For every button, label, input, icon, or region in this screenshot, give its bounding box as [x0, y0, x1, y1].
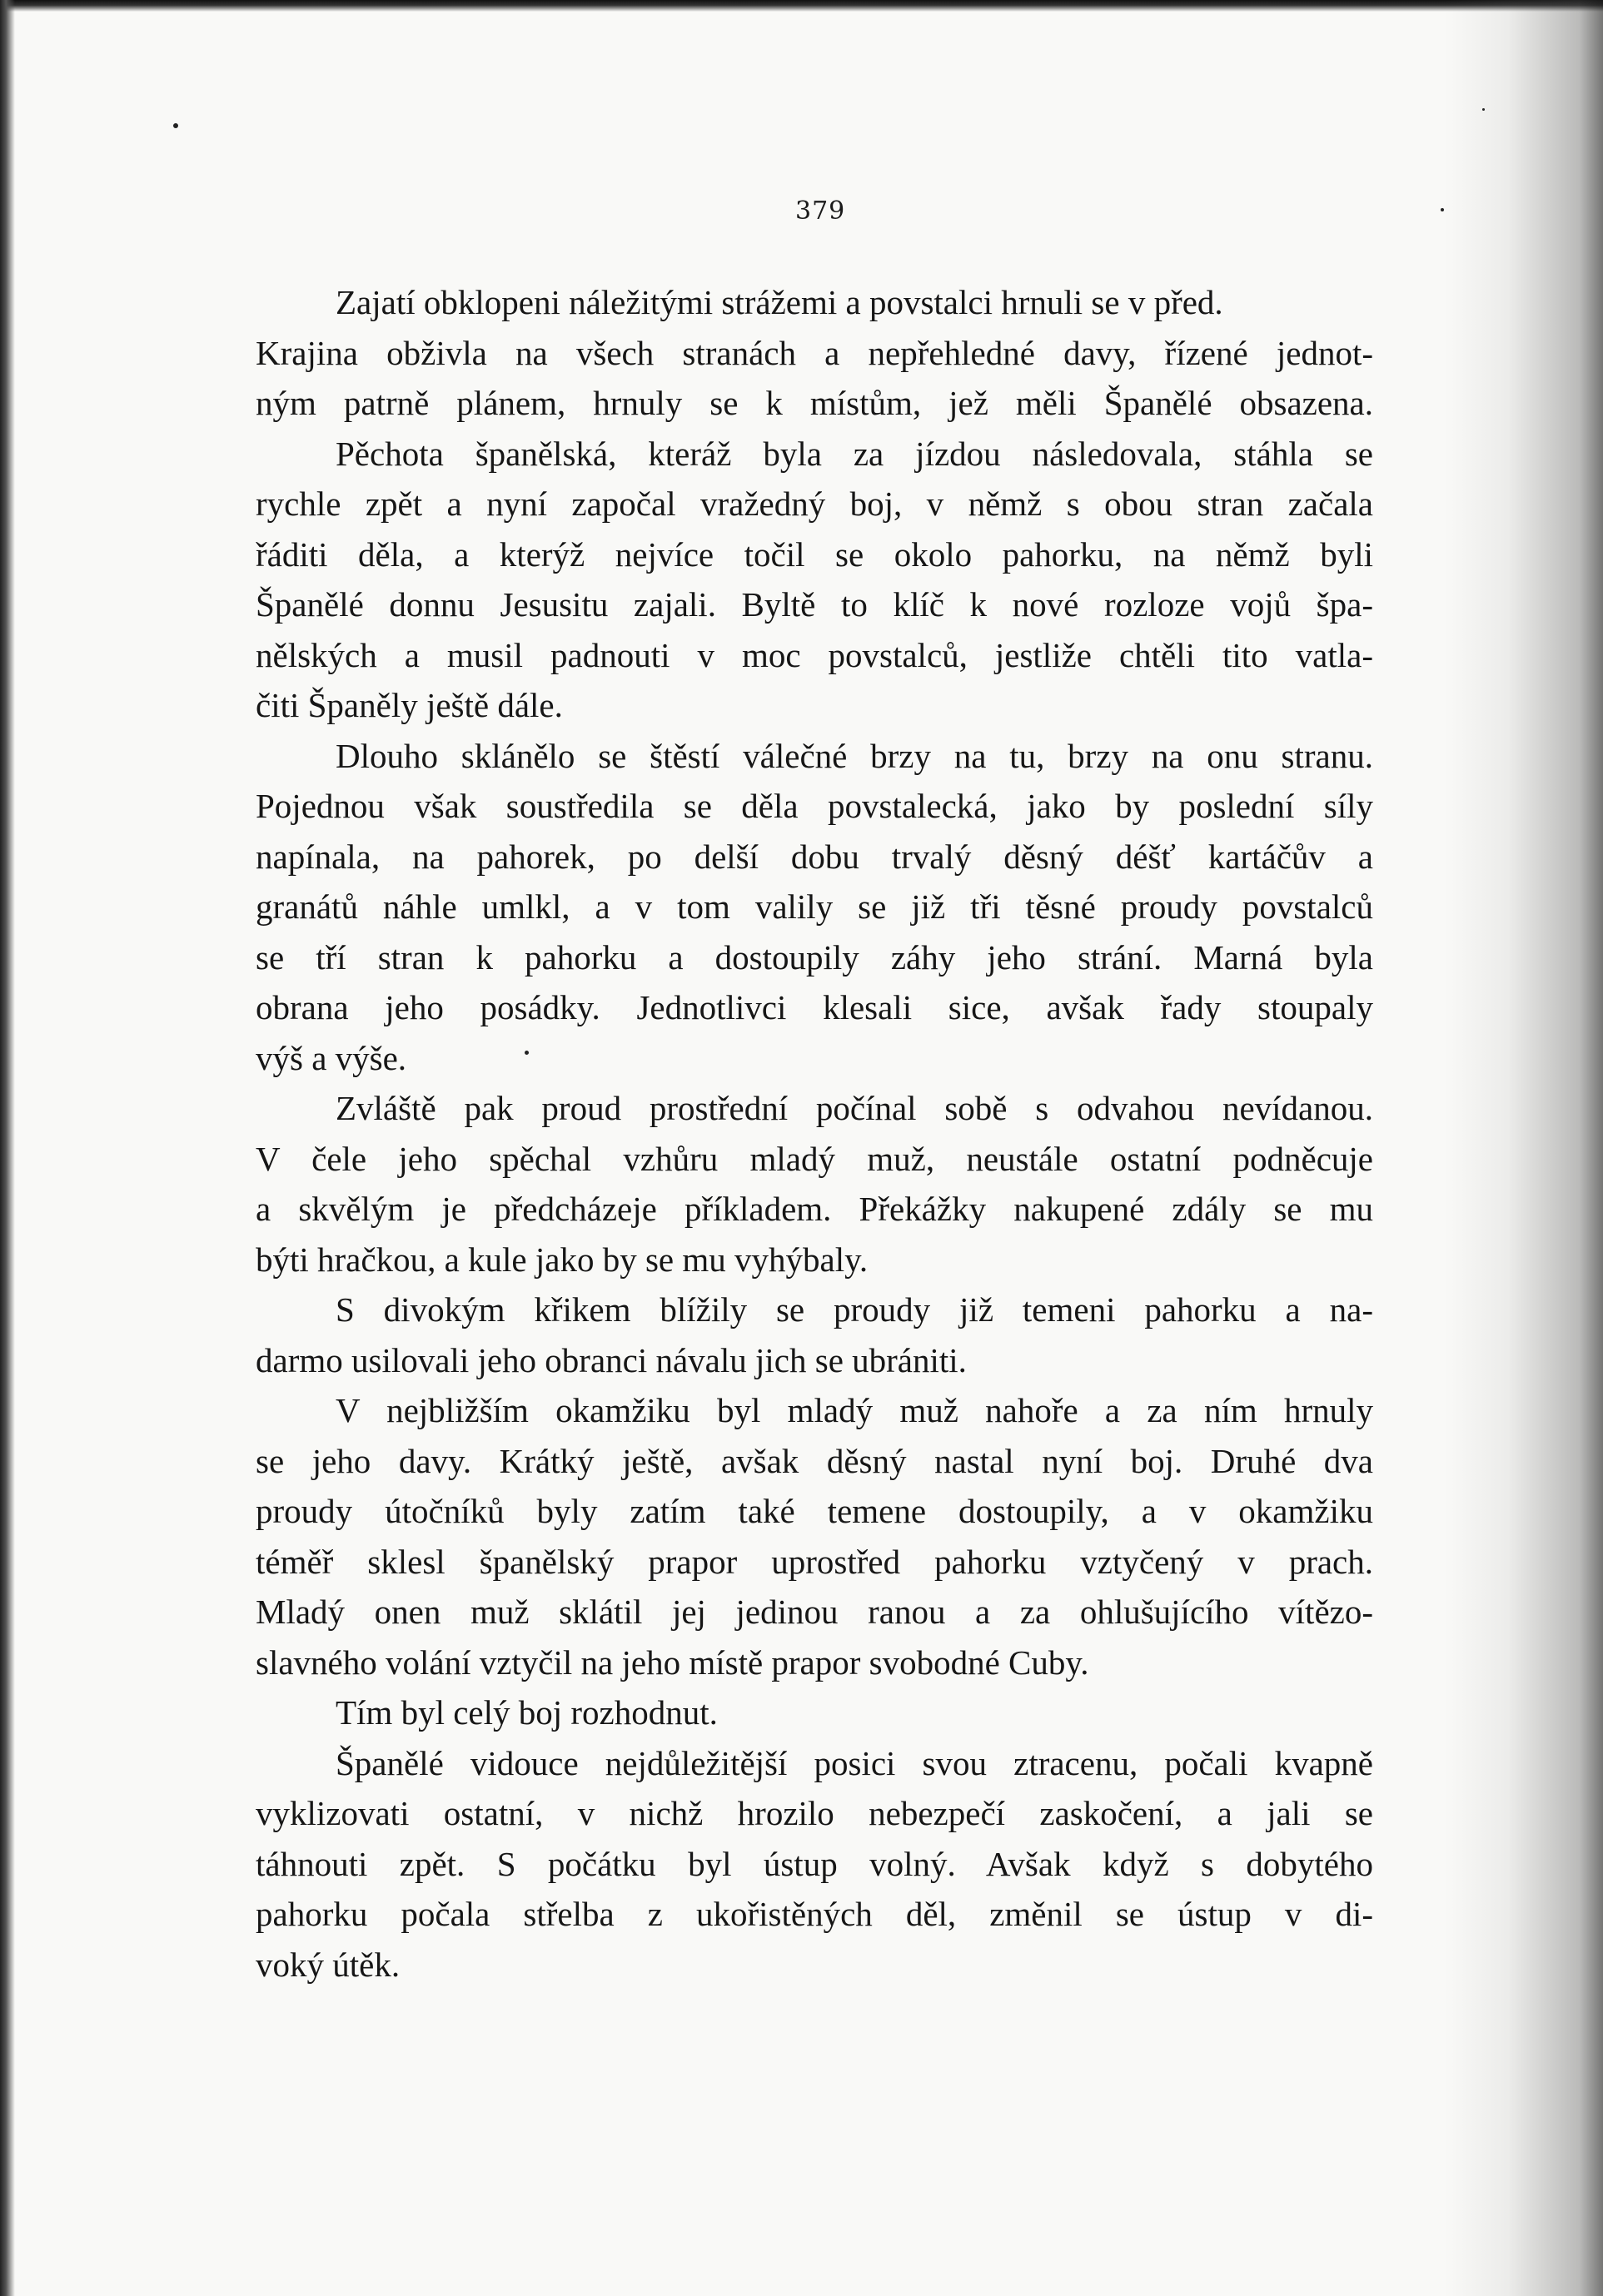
- text-line: Španělé vidouce nejdůležitější posici svou ztracenu, počali kvapně: [336, 1743, 1373, 1782]
- text-line: V nejbližším okamžiku byl mladý muž nahoře a za ním hrnuly: [336, 1391, 1373, 1429]
- text-line: čiti Španěly ještě dále.: [256, 686, 563, 724]
- text-line: obrana jeho posádky. Jednotlivci klesali sice, avšak řady stoupaly: [256, 988, 1373, 1026]
- text-line: se jeho davy. Krátký ještě, avšak děsný nastal nyní boj. Druhé dva: [256, 1441, 1373, 1480]
- text-line: granátů náhle umlkl, a v tom valily se již tři těsné proudy povstalců: [256, 887, 1373, 926]
- text-line: Pěchota španělská, kteráž byla za jízdou následovala, stáhla se: [336, 434, 1373, 473]
- text-line: Dlouho sklánělo se štěstí válečné brzy na tu, brzy na onu stranu.: [336, 736, 1373, 775]
- text-line: nělských a musil padnouti v moc povstalců, jestliže chtěli tito vatla-: [256, 635, 1373, 674]
- text-line: napínala, na pahorek, po delší dobu trvalý děsný déšť kartáčův a: [256, 837, 1373, 876]
- text-line: Tím byl celý boj rozhodnut.: [336, 1693, 718, 1732]
- text-line: řáditi děla, a kterýž nejvíce točil se okolo pahorku, na němž byli: [256, 534, 1373, 574]
- print-speck: [1441, 208, 1444, 211]
- text-line: Zvláště pak proud prostřední počínal sobě s odvahou nevídanou.: [336, 1089, 1373, 1127]
- page-number: 379: [795, 196, 846, 226]
- print-speck: [1482, 108, 1485, 111]
- text-line: vyklizovati ostatní, v nichž hrozilo nebezpečí zaskočení, a jali se: [256, 1794, 1373, 1832]
- text-line: darmo usilovali jeho obranci návalu jich se ubrániti.: [256, 1340, 967, 1379]
- page-left-edge-shadow: [0, 0, 15, 2296]
- text-line: ným patrně plánem, hrnuly se k místům, jež měli Španělé obsazena.: [256, 384, 1373, 422]
- text-line: rychle zpět a nyní započal vražedný boj, v němž s obou stran začala: [256, 485, 1373, 523]
- text-line: voký útěk.: [256, 1945, 401, 1984]
- text-line: a skvělým je předcházeje příkladem. Překážky nakupené zdály se mu: [256, 1190, 1373, 1228]
- text-line: V čele jeho spěchal vzhůru mladý muž, neustále ostatní podněcuje: [256, 1139, 1373, 1178]
- text-line: se tří stran k pahorku a dostoupily záhy jeho strání. Marná byla: [256, 937, 1373, 977]
- text-line: Mladý onen muž sklátil jej jedinou ranou a za ohlušujícího vítězo-: [256, 1593, 1373, 1631]
- text-line: Španělé donnu Jesusitu zajali. Byltě to klíč k nové rozloze vojů špa-: [256, 585, 1373, 624]
- text-line: S divokým křikem blížily se proudy již temeni pahorku a na-: [336, 1290, 1373, 1329]
- text-line: pahorku počala střelba z ukořistěných děl, změnil se ústup v di-: [256, 1895, 1373, 1933]
- page-right-gutter-shadow: [1445, 0, 1603, 2296]
- text-line: téměř sklesl španělský prapor uprostřed pahorku vztyčený v prach.: [256, 1542, 1373, 1581]
- print-speck: [173, 123, 178, 128]
- text-line: Krajina obživla na všech stranách a nepřehledné davy, řízené jednot-: [256, 333, 1373, 372]
- text-line: býti hračkou, a kule jako by se mu vyhýbaly.: [256, 1240, 869, 1279]
- text-line: výš a výše.: [256, 1038, 407, 1077]
- text-line: táhnouti zpět. S počátku byl ústup volný. Avšak když s dobytého: [256, 1844, 1373, 1883]
- text-line: Zajatí obklopeni náležitými strážemi a povstalci hrnuli se v před.: [336, 283, 1223, 321]
- text-line: slavného volání vztyčil na jeho místě prapor svobodné Cuby.: [256, 1642, 1089, 1682]
- text-line: Pojednou však soustředila se děla povstalecká, jako by poslední síly: [256, 787, 1373, 825]
- text-line: proudy útočníků byly zatím také temene dostoupily, a v okamžiku: [256, 1492, 1373, 1530]
- body-text: [256, 277, 1373, 1990]
- page-top-edge-shadow: [0, 0, 1603, 12]
